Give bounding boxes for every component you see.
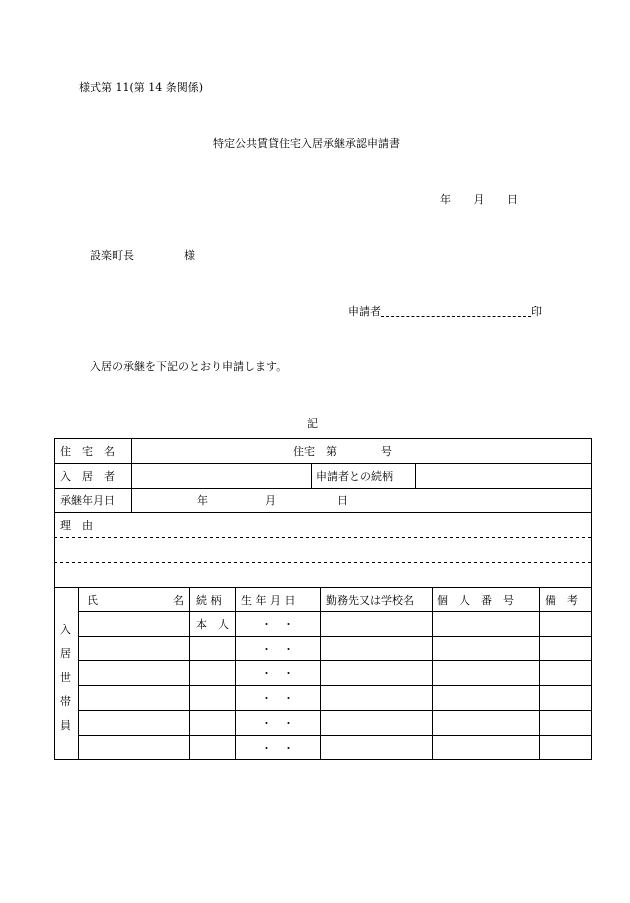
header-id-number: 個 人 番 号 (437, 594, 514, 607)
header-work-school: 勤務先又は学校名 (326, 594, 414, 607)
members-side-char-2: 居 (60, 647, 71, 660)
birth-dots-row-6: ・ ・ (261, 742, 294, 755)
recipient: 設楽町長 (90, 249, 134, 262)
succession-date-label: 承継年月日 (60, 494, 115, 507)
members-side-char-1: 入 (60, 623, 71, 636)
succession-year: 年 (197, 494, 208, 507)
header-name-right: 名 (173, 594, 184, 607)
succession-day: 日 (337, 494, 348, 507)
reason-label: 理 由 (60, 519, 93, 532)
ki-label: 記 (307, 417, 318, 430)
applicant-label: 申請者 (348, 305, 381, 318)
date-line: 年 月 日 (440, 193, 518, 206)
header-birth-date: 生 年 月 日 (241, 594, 296, 607)
birth-dots-row-2: ・ ・ (261, 643, 294, 656)
header-name-left: 氏 (87, 594, 98, 607)
document-title: 特定公共賃貸住宅入居承継承認申請書 (213, 137, 400, 150)
resident-label: 入 居 者 (60, 470, 115, 483)
members-side-char-3: 世 (60, 671, 71, 684)
relation-to-applicant-label: 申請者との続柄 (316, 470, 393, 483)
members-side-char-5: 員 (60, 719, 71, 732)
recipient-honorific: 様 (184, 249, 195, 262)
header-remarks: 備 考 (545, 594, 578, 607)
birth-dots-row-1: ・ ・ (261, 618, 294, 631)
seal-mark: 印 (531, 305, 542, 318)
header-relation: 続 柄 (196, 594, 222, 607)
birth-dots-row-4: ・ ・ (261, 692, 294, 705)
house-name-label: 住 宅 名 (60, 445, 115, 458)
members-side-char-4: 帯 (60, 695, 71, 708)
birth-dots-row-3: ・ ・ (261, 667, 294, 680)
first-member-relation: 本 人 (196, 618, 229, 631)
succession-month: 月 (265, 494, 276, 507)
form-number: 様式第 11(第 14 条関係) (79, 81, 204, 94)
request-text: 入居の承継を下記のとおり申請します。 (90, 360, 288, 373)
birth-dots-row-5: ・ ・ (261, 717, 294, 730)
house-number-label: 住宅 第 号 (293, 445, 392, 458)
